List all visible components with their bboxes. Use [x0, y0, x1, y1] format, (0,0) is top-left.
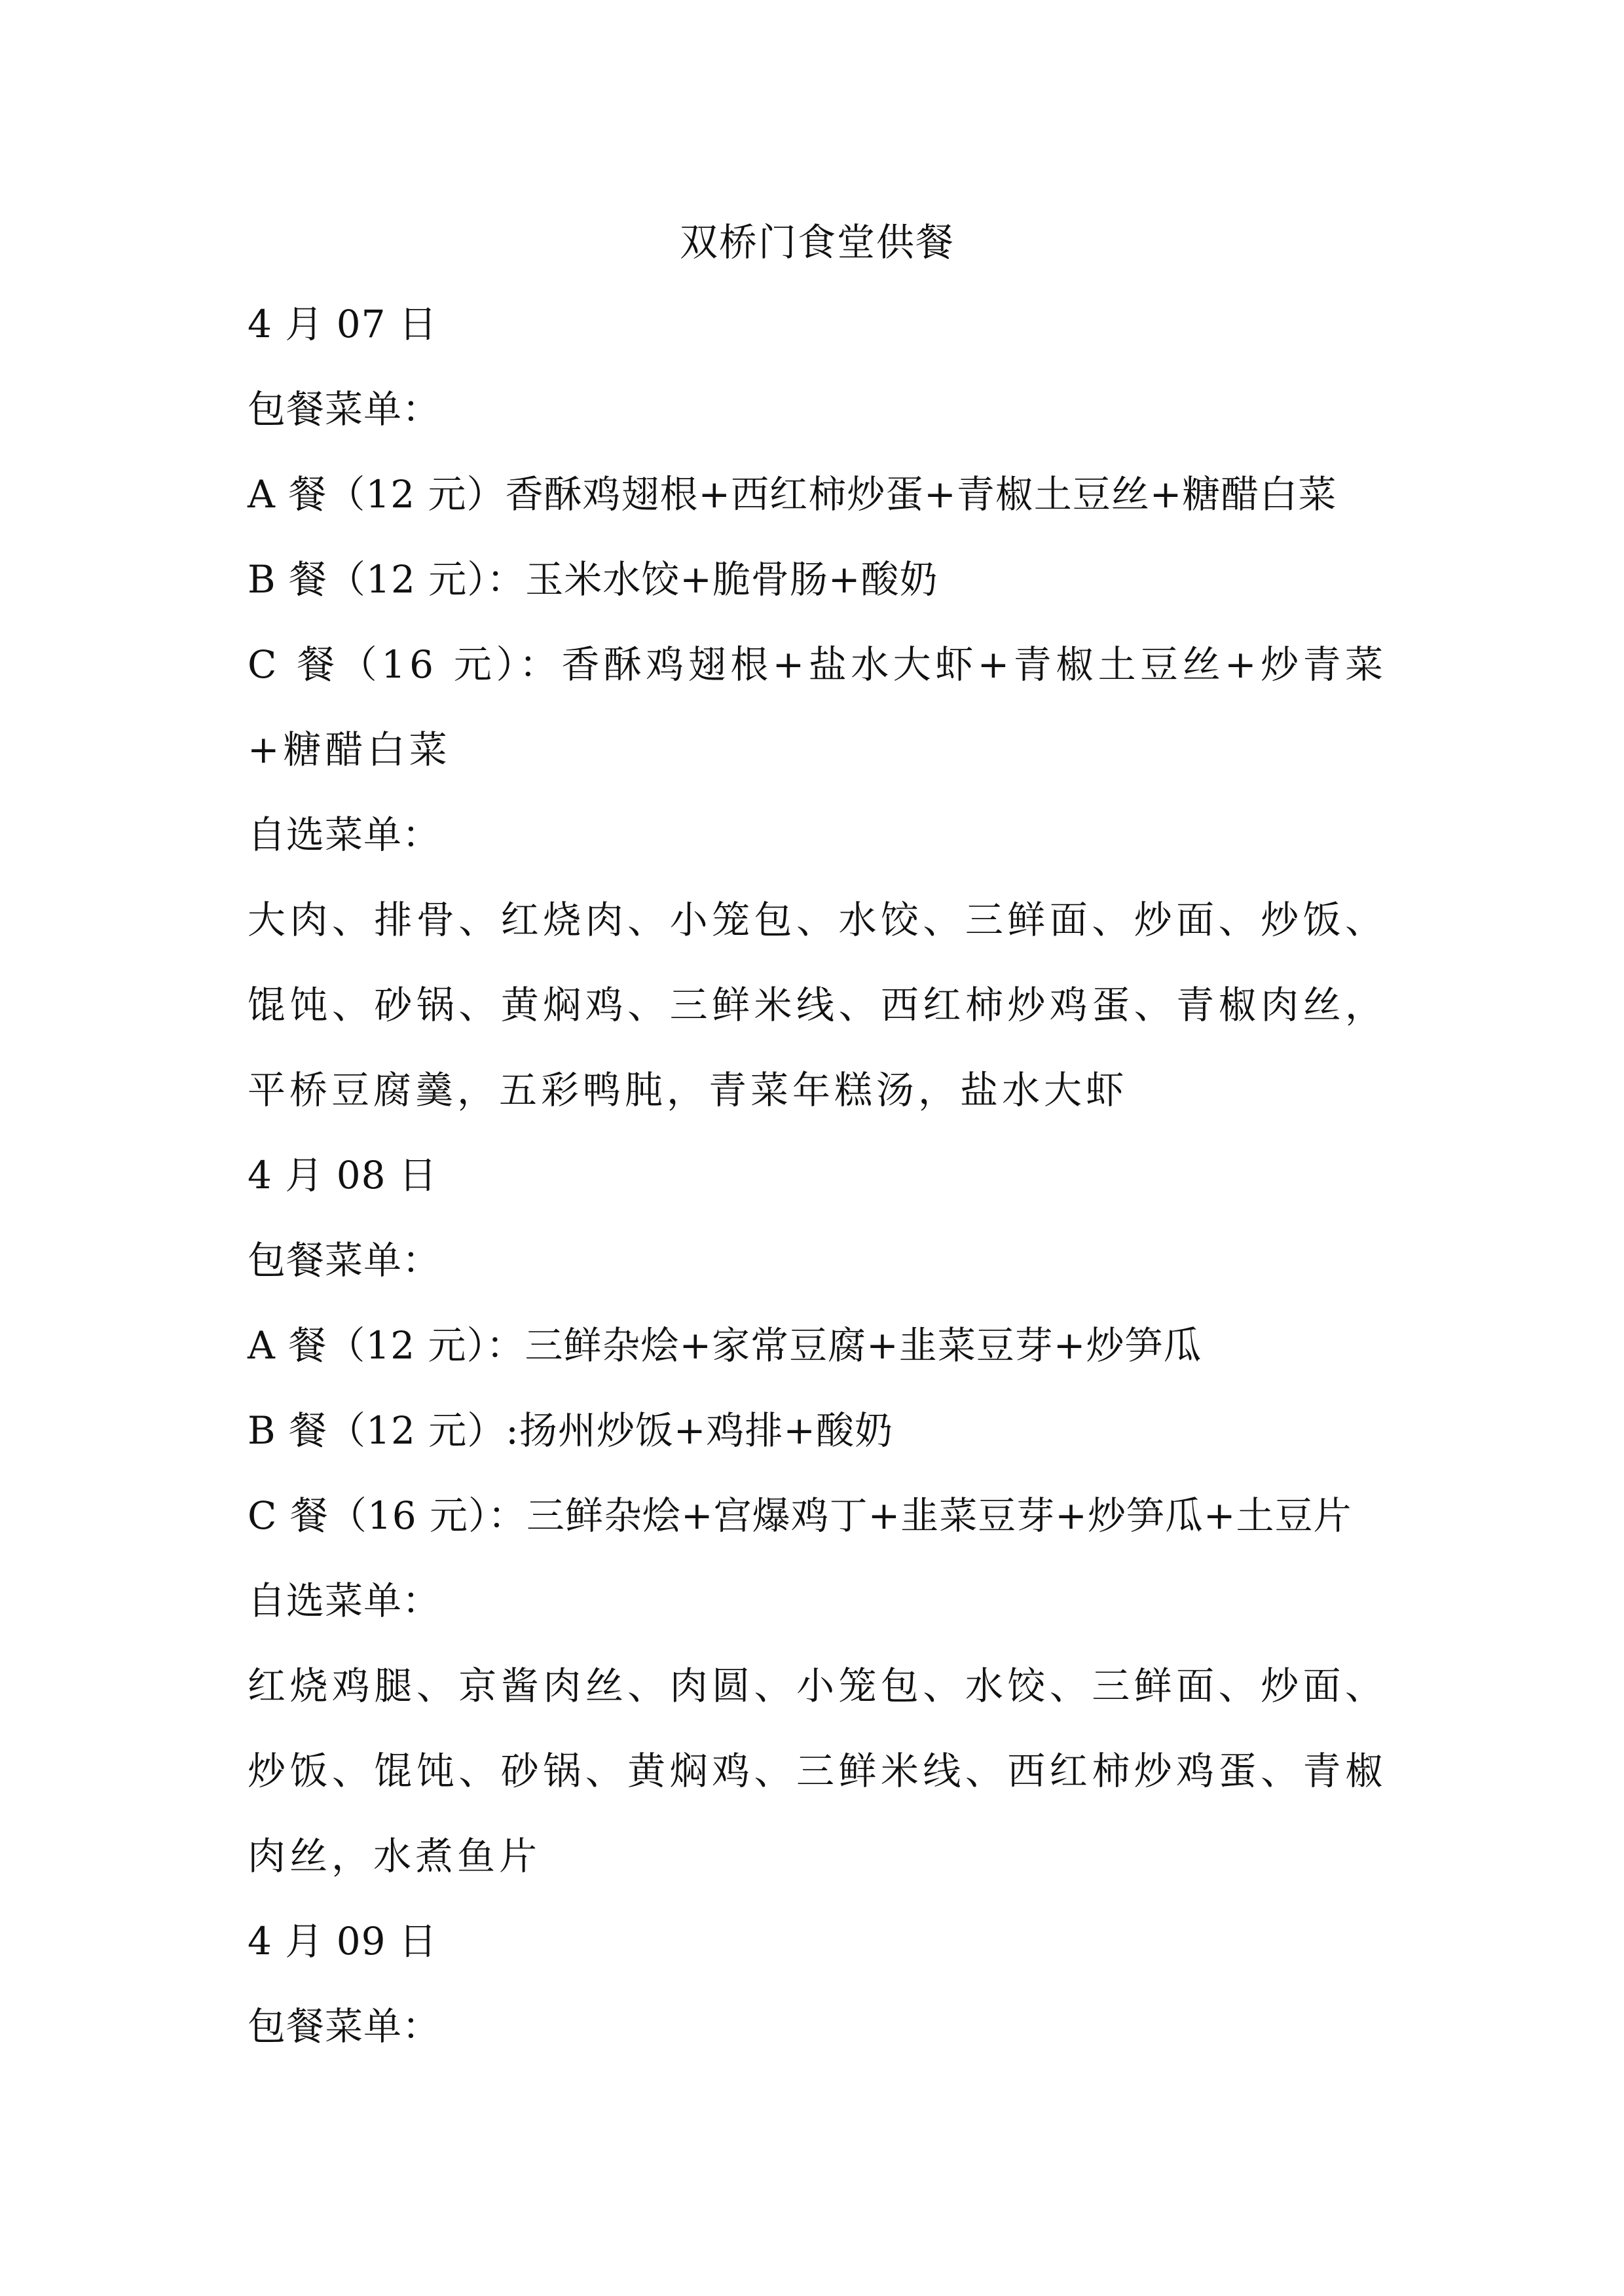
choice-menu-heading: 自选菜单：	[248, 812, 441, 857]
set-meal-c: C 餐（16 元）：三鲜杂烩+宫爆鸡丁+韭菜豆芽+炒笋瓜+土豆片	[248, 1493, 1352, 1538]
set-meal-a: A 餐（12 元）：三鲜杂烩+家常豆腐+韭菜豆芽+炒笋瓜	[248, 1323, 1202, 1368]
date-heading: 4 月 08 日	[248, 1153, 438, 1197]
date-heading: 4 月 09 日	[248, 1919, 438, 1963]
date-heading: 4 月 07 日	[248, 302, 438, 346]
set-meal-b: B 餐（12 元）：玉米水饺+脆骨肠+酸奶	[248, 557, 938, 602]
choice-menu-heading: 自选菜单：	[248, 1578, 441, 1623]
set-meal-a: A 餐（12 元）香酥鸡翅根+西红柿炒蛋+青椒土豆丝+糖醋白菜	[248, 472, 1337, 517]
set-menu-heading: 包餐菜单：	[248, 387, 441, 431]
set-menu-heading: 包餐菜单：	[248, 1238, 441, 1283]
choice-items: 大肉、排骨、红烧肉、小笼包、水饺、三鲜面、炒面、炒饭、馄饨、砂锅、黄焖鸡、三鲜米线、西红柿炒鸡蛋、青椒肉丝，平桥豆腐羹，五彩鸭肫，青菜年糕汤，盐水大虾	[248, 898, 1387, 1112]
page-title: 双桥门食堂供餐	[679, 220, 955, 264]
set-meal-c: C 餐（16 元）：香酥鸡翅根+盐水大虾+青椒土豆丝+炒青菜+糖醋白菜	[248, 642, 1387, 772]
choice-items: 红烧鸡腿、京酱肉丝、肉圆、小笼包、水饺、三鲜面、炒面、炒饭、馄饨、砂锅、黄焖鸡、三鲜米线、西红柿炒鸡蛋、青椒肉丝，水煮鱼片	[248, 1664, 1387, 1878]
set-meal-b: B 餐（12 元）:扬州炒饭+鸡排+酸奶	[248, 1408, 894, 1453]
set-menu-heading: 包餐菜单：	[248, 2004, 441, 2049]
